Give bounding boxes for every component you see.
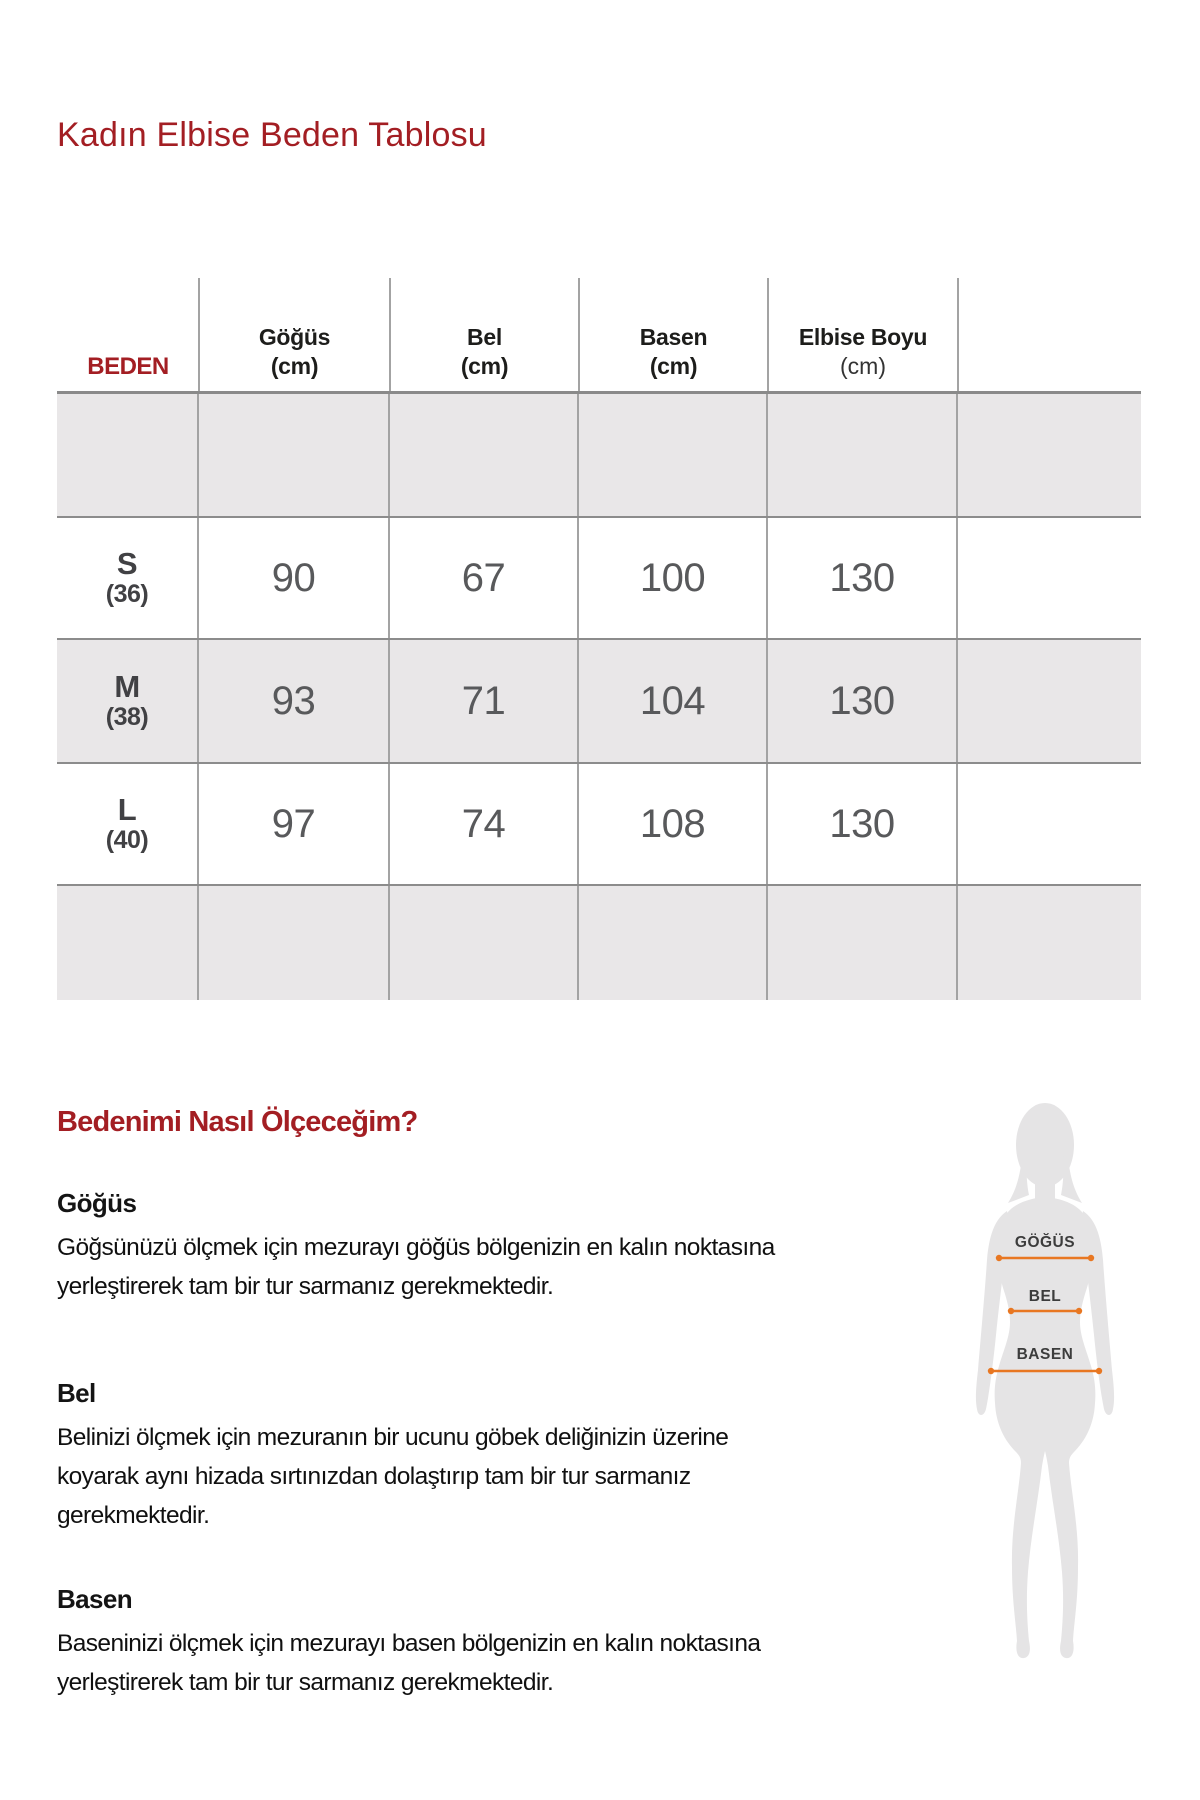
value-cell (579, 764, 768, 884)
size-cell (57, 518, 199, 638)
table-row-l (57, 764, 1141, 886)
value-cell (390, 518, 579, 638)
header-cell-beden (57, 240, 199, 391)
guide-title: Bedenimi Nasıl Ölçeceğim? (57, 1106, 418, 1138)
header-label-beden: BEDEN (87, 353, 169, 380)
measure-label-basen: BASEN (1016, 1346, 1074, 1363)
basen-value: 104 (639, 678, 706, 723)
size-number: (36) (105, 580, 149, 608)
header-divider (198, 278, 200, 391)
size-letter: M (114, 669, 140, 704)
table-header-row (57, 240, 1141, 394)
size-cell (57, 640, 199, 762)
size-letter: L (117, 792, 137, 827)
boyu-value: 130 (829, 801, 895, 846)
page-title: Kadın Elbise Beden Tablosu (57, 116, 487, 154)
gogus-value: 90 (271, 555, 316, 600)
header-cell-bel (390, 240, 579, 391)
measure-label-gogus: GÖĞÜS (1014, 1234, 1076, 1251)
header-divider (957, 278, 959, 391)
value-cell (768, 764, 958, 884)
section-body-bel: Belinizi ölçmek için mezuranın bir ucunu göbek deliğinizin üzerine koyarak aynı hizada sırtınızdan dolaştırıp tam bir tur sarmanız gerekmektedir. (57, 1424, 729, 1529)
header-cell-empty (958, 240, 1141, 391)
value-cell (579, 518, 768, 638)
bel-value: 71 (461, 678, 506, 723)
value-cell (390, 640, 579, 762)
silhouette-figure (976, 1103, 1114, 1658)
section-body-gogus: Göğsünüzü ölçmek için mezurayı göğüs bölgenizin en kalın noktasına yerleştirerek tam bir tur sarmanız gerekmektedir. (57, 1234, 775, 1300)
table-row-spacer-bottom (57, 886, 1141, 1000)
header-unit-bel: (cm) (460, 353, 509, 379)
measure-label-bel: BEL (1028, 1288, 1062, 1305)
header-divider (767, 278, 769, 391)
header-label-elbise-boyu: Elbise Boyu (798, 324, 928, 350)
boyu-value: 130 (829, 678, 895, 723)
basen-value: 100 (639, 555, 706, 600)
header-cell-elbise-boyu (768, 240, 958, 391)
silhouette-figure-svg (945, 1095, 1145, 1670)
size-letter: S (116, 546, 138, 581)
value-cell (768, 518, 958, 638)
size-number: (38) (105, 703, 149, 731)
basen-value: 108 (639, 801, 706, 846)
gogus-value: 93 (271, 678, 316, 723)
value-cell (768, 640, 958, 762)
header-label-gogus: Göğüs (258, 324, 331, 350)
size-cell (57, 764, 199, 884)
value-cell (199, 518, 390, 638)
header-divider (389, 278, 391, 391)
section-heading-gogus: Göğüs (57, 1188, 137, 1218)
value-cell (199, 640, 390, 762)
gogus-value: 97 (271, 801, 316, 846)
section-heading-bel: Bel (57, 1378, 96, 1408)
bel-value: 74 (461, 801, 506, 846)
header-unit-basen: (cm) (649, 353, 698, 379)
size-number: (40) (105, 826, 149, 854)
table-row-s (57, 518, 1141, 640)
section-body-basen: Baseninizi ölçmek için mezurayı basen bölgenizin en kalın noktasına yerleştirerek tam bir tur sarmanız gerekmektedir. (57, 1630, 761, 1696)
value-cell (199, 764, 390, 884)
header-unit-elbise-boyu: (cm) (840, 353, 886, 379)
header-label-basen: Basen (639, 324, 708, 350)
header-cell-gogus (199, 240, 390, 391)
header-cell-basen (579, 240, 768, 391)
header-divider (578, 278, 580, 391)
bel-value: 67 (461, 555, 506, 600)
size-table (57, 240, 1141, 1000)
value-cell (390, 764, 579, 884)
header-unit-gogus: (cm) (270, 353, 319, 379)
table-row-m (57, 640, 1141, 764)
value-cell (579, 640, 768, 762)
header-label-bel: Bel (467, 324, 502, 350)
table-row-spacer-top (57, 394, 1141, 518)
section-heading-basen: Basen (57, 1584, 133, 1614)
boyu-value: 130 (829, 555, 895, 600)
body-silhouette (945, 1095, 1145, 1670)
